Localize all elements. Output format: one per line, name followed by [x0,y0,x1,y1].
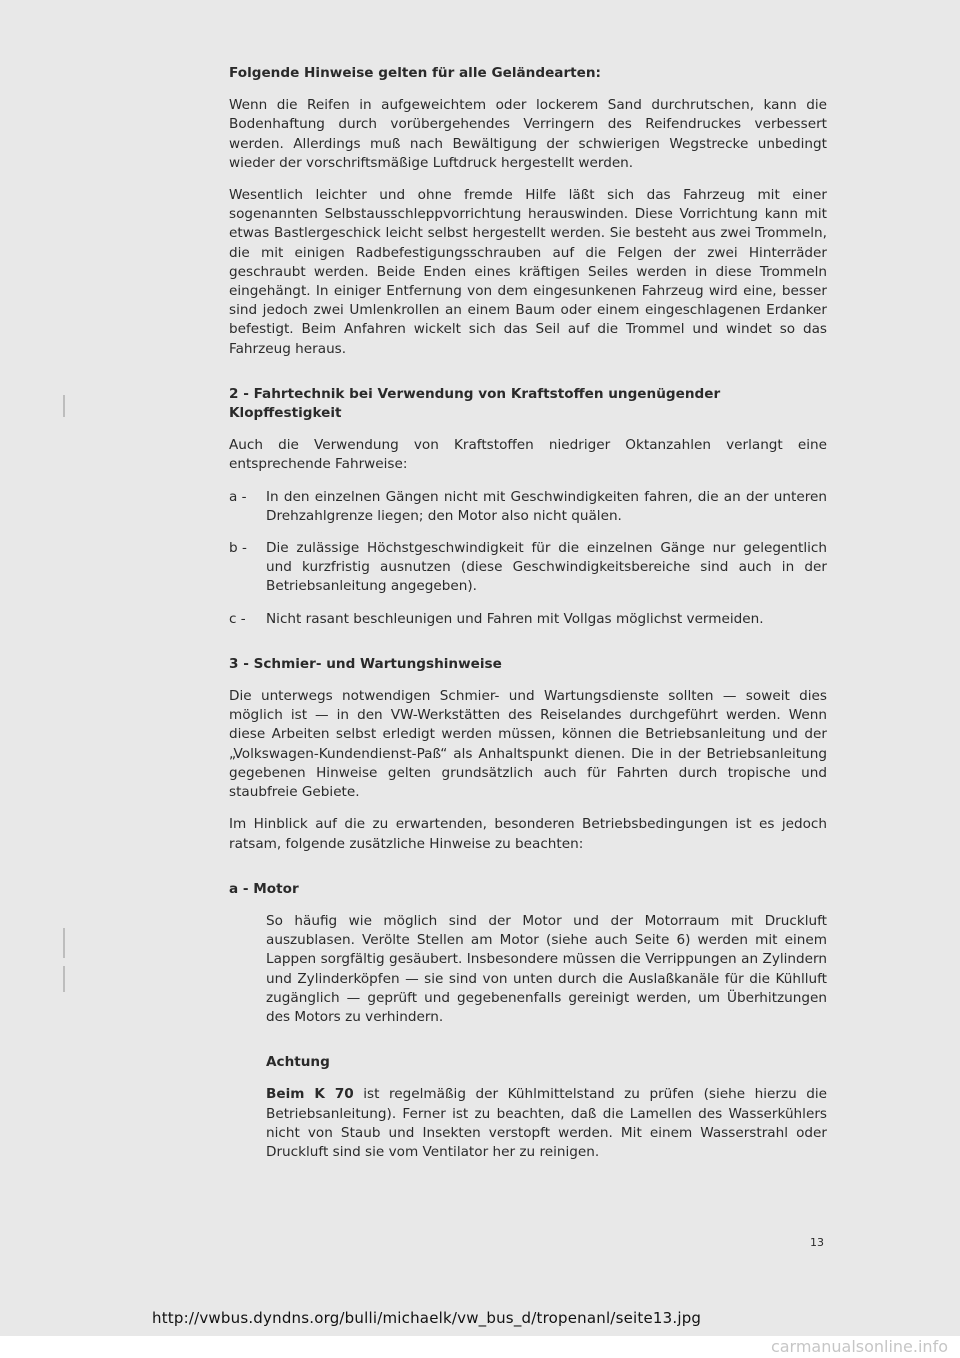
page-content [229,64,827,1175]
list-item [229,610,827,629]
watermark: carmanualsonline.info [770,1337,948,1356]
list-item [229,488,827,526]
paragraph-self-recovery: Wesentlich leichter und ohne fremde Hilfe läßt sich das Fahrzeug mit einer sogenannten Selbstausschleppvorrichtung herauswinden. Diese Vorrichtung kann mit etwas Bastlergeschick leicht selbst hergestellt werden. Sie besteht aus zwei Trommeln, die mit einigen Radbefestigungsschrauben auf die Felgen der zwei Hinterräder geschraubt werden. Beide Enden eines kräftigen Seiles werden in diese Trommeln eingehängt. In einiger Entfernung von dem eingesunkenen Fahrzeug wird eine, besser sind jedoch zwei Umlenkrollen an einem Baum oder einem eingeschlagenen Erdanker befestigt. Beim Anfahren wickelt sich das Seil auf die Trommel und windet so das Fahrzeug heraus. [229,187,827,357]
list-item [229,539,827,597]
list-marker: c - [229,610,246,627]
scan-mark [63,395,65,417]
motor-paragraph: So häufig wie möglich sind der Motor und der Motorraum mit Druckluft auszublasen. Verölte Stellen am Motor (siehe auch Seite 6) werden mit einem Lappen sorgfältig gesäubert. Insbesondere müssen die Verrippungen an Zylindern und Zylinderköpfen — sie sind von unten durch die Auslaßkanäle für die Kühlluft zugänglich — geprüft und gegebenenfalls gereinigt werden, um Überhitzungen des Motors zu verhindern. [266,912,827,1025]
list-marker: a - [229,488,247,505]
scan-mark [63,966,65,992]
source-url-link[interactable]: http://vwbus.dyndns.org/bulli/michaelk/vw_bus_d/tropenanl/seite13.jpg [152,1309,702,1327]
section3-paragraph-1: Die unterwegs notwendigen Schmier- und Wartungsdienste sollten — soweit dies möglich ist — in den VW-Werkstätten des Reiselandes durchgeführt werden. Wenn diese Arbeiten selbst erledigt werden müssen, können die Betriebsanleitung und der „Volkswagen-Kundendienst-Paß“ als Anhaltspunkt dienen. Die in der Betriebsanleitung gegebenen Hinweise gelten grundsätzlich auch für Fahrten durch tropische und staubfreie Gebiete. [229,688,827,801]
page-number: 13 [810,1236,824,1249]
motor-heading: a - Motor [229,880,299,897]
section3-paragraph-2: Im Hinblick auf die zu erwartenden, besonderen Betriebsbedingungen ist es jedoch ratsam, folgende zusätzliche Hinweise zu beachten: [229,816,827,852]
heading-general: Folgende Hinweise gelten für alle Geländearten: [229,65,601,81]
achtung-heading: Achtung [266,1054,330,1071]
section3-title: 3 - Schmier- und Wartungshinweise [229,655,502,672]
scan-mark [63,928,65,958]
list-text: In den einzelnen Gängen nicht mit Geschwindigkeiten fahren, die an der unteren Drehzahlgrenze liegen; den Motor also nicht quälen. [266,488,827,524]
list-text: Nicht rasant beschleunigen und Fahren mit Vollgas möglichst vermeiden. [266,610,764,627]
section2-intro: Auch die Verwendung von Kraftstoffen niedriger Oktanzahlen verlangt eine entsprechende Fahrweise: [229,437,827,473]
achtung-paragraph [266,1085,827,1162]
section2-title: 2 - Fahrtechnik bei Verwendung von Kraftstoffen ungenügender Klopffestigkeit [229,385,721,422]
list-text: Die zulässige Höchstgeschwindigkeit für die einzelnen Gänge nur gelegentlich und kurzfristig ausnutzen (diese Geschwindigkeitsbereiche sind auch in der Betriebsanleitung angegeben). [266,540,827,595]
paragraph-tyre-pressure: Wenn die Reifen in aufgeweichtem oder lockerem Sand durchrutschen, kann die Bodenhaftung durch vorübergehendes Verringern des Reifendruckes verbessert werden. Allerdings muß nach Bewältigung der schwierigen Wegstrecke unbedingt wieder der vorschriftsmäßige Luftdruck hergestellt werden. [229,97,827,171]
list-marker: b - [229,540,247,557]
achtung-text: ist regelmäßig der Kühlmittelstand zu prüfen (siehe hierzu die Betriebsanleitung). Ferner ist zu beachten, daß die Lamellen des Wasserkühlers nicht von Staub und Insekten verstopft werden. Mit einem Wasserstrahl oder Druckluft sind sie vom Ventilator her zu reinigen. [266,1086,828,1160]
achtung-bold-lead: Beim K 70 [266,1086,354,1103]
